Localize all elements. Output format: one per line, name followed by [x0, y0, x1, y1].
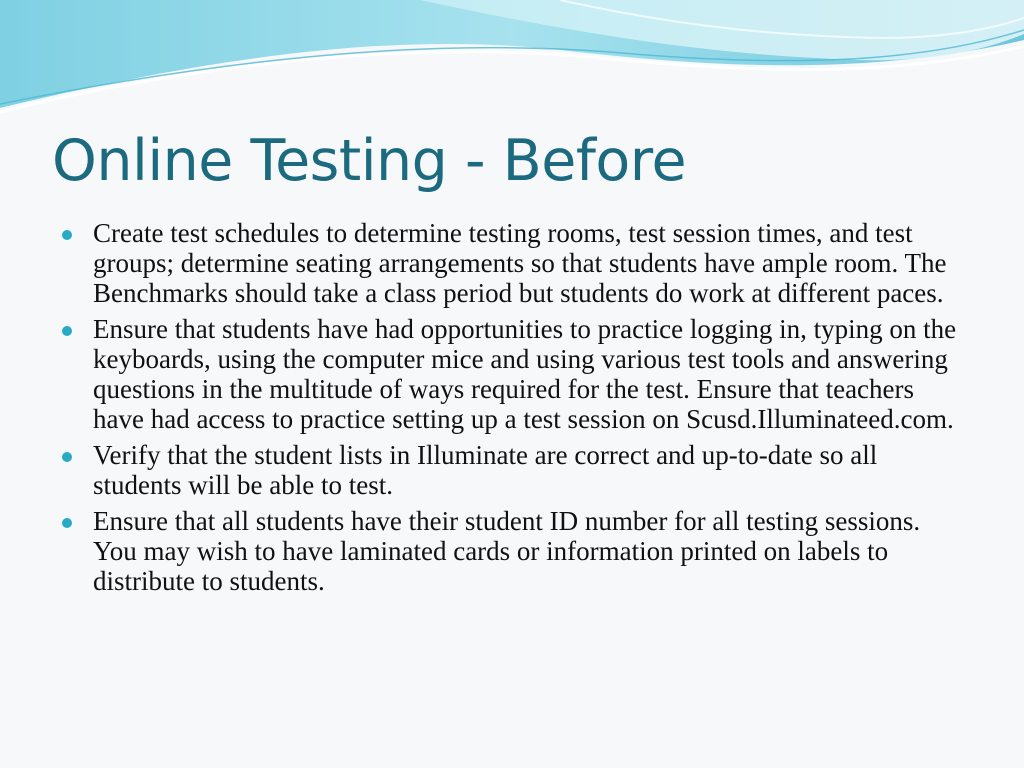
bullet-list [60, 218, 960, 602]
bullet-text: Ensure that all students have their student ID number for all testing sessions. You may wish to have laminated cards or information printed on labels to distribute to students. [93, 506, 921, 596]
bullet-text: Verify that the student lists in Illuminate are correct and up-to-date so all students will be able to test. [93, 440, 878, 500]
bullet-item-student-id [60, 506, 960, 596]
slide-title: Online Testing - Before [52, 128, 687, 194]
bullet-text: Create test schedules to determine testing rooms, test session times, and test groups; determine seating arrangements so that students have ample room. The Benchmarks should take a class period but students do work at different paces. [93, 218, 947, 308]
bullet-item-student-lists [60, 440, 960, 500]
bullet-item-schedules [60, 218, 960, 308]
header-wave-decoration [0, 0, 1024, 120]
bullet-text: Ensure that students have had opportunities to practice logging in, typing on the keyboards, using the computer mice and using various test tools and answering questions in the multitude of ways required for the test. Ensure that teachers have had access to practice setting up a test session on Scusd.Illuminateed.com. [93, 314, 957, 434]
bullet-item-practice [60, 314, 960, 434]
